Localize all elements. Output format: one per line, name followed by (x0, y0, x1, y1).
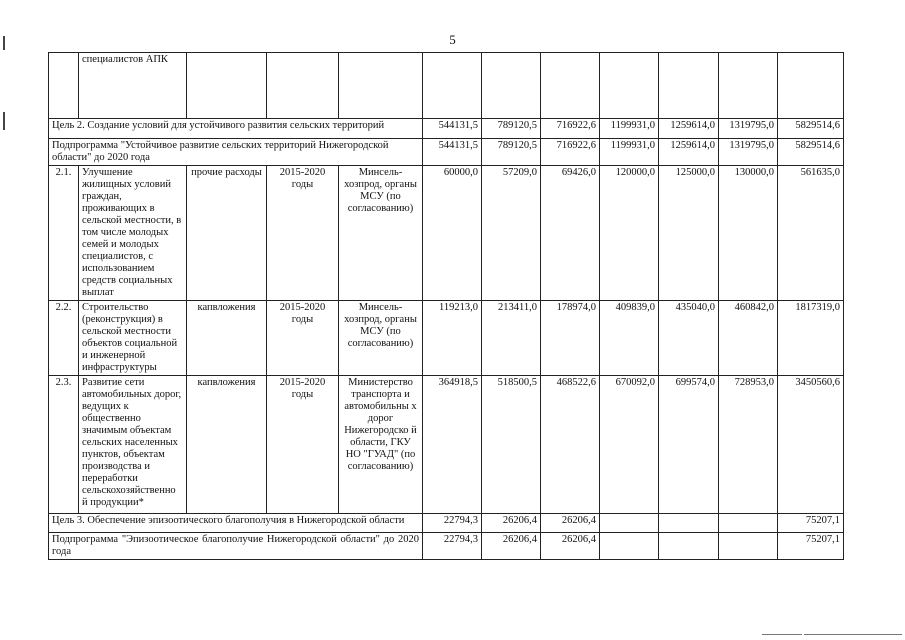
value-cell: 22794,3 (423, 514, 482, 533)
value-cell: 120000,0 (600, 166, 659, 301)
executor-cell: Минсель-хозпрод, органы МСУ (по согласованию) (339, 166, 423, 301)
page-number: 5 (449, 32, 456, 47)
margin-mark (3, 36, 5, 50)
value-cell: 728953,0 (719, 376, 778, 514)
measure-row (49, 301, 844, 376)
footer-rule (804, 634, 902, 635)
value-cell: 460842,0 (719, 301, 778, 376)
value-cell: 26206,4 (482, 533, 541, 560)
value-cell: 119213,0 (423, 301, 482, 376)
value-cell: 213411,0 (482, 301, 541, 376)
measure-row (49, 376, 844, 514)
expense-type-cell: прочие расходы (187, 166, 267, 301)
value-cell: 1319795,0 (719, 119, 778, 139)
value-cell (719, 514, 778, 533)
value-cell: 518500,5 (482, 376, 541, 514)
value-cell: 178974,0 (541, 301, 600, 376)
value-cell (600, 533, 659, 560)
footer-rule (762, 634, 802, 635)
value-cell (659, 514, 719, 533)
value-cell: 670092,0 (600, 376, 659, 514)
expense-type-cell: капвложения (187, 301, 267, 376)
total-cell: 75207,1 (778, 514, 844, 533)
value-cell: 716922,6 (541, 119, 600, 139)
value-cell: 1319795,0 (719, 139, 778, 166)
value-cell: 26206,4 (541, 514, 600, 533)
subprogram-row (49, 139, 844, 166)
subprogram-label: Подпрограмма "Эпизоотическое благополучие Нижегородской области" до 2020 года (49, 533, 423, 560)
program-table (48, 52, 844, 560)
table-row (49, 53, 844, 119)
executor-cell: Министерство транспорта и автомобильны х дорог Нижегородско й области, ГКУ НО "ГУАД" (по согласованию) (339, 376, 423, 514)
subprogram-row (49, 533, 844, 560)
goal-row (49, 514, 844, 533)
value-cell: 544131,5 (423, 119, 482, 139)
value-cell: 57209,0 (482, 166, 541, 301)
value-cell: 409839,0 (600, 301, 659, 376)
value-cell: 699574,0 (659, 376, 719, 514)
total-cell: 1817319,0 (778, 301, 844, 376)
value-cell: 364918,5 (423, 376, 482, 514)
value-cell: 544131,5 (423, 139, 482, 166)
value-cell: 1199931,0 (600, 119, 659, 139)
measure-name-cell: Развитие сети автомобильных дорог, ведущих к общественно значимым объектам сельских населенных пунктов, объектам производства и переработки сельскохозяйственно й продукции* (79, 376, 187, 514)
value-cell: 716922,6 (541, 139, 600, 166)
row-number-cell: 2.3. (49, 376, 79, 514)
goal-label: Цель 2. Создание условий для устойчивого развития сельских территорий (49, 119, 423, 139)
value-cell: 468522,6 (541, 376, 600, 514)
goal-row (49, 119, 844, 139)
measure-name-cell: Улучшение жилищных условий граждан, проживающих в сельской местности, в том числе молодых семей и молодых специалистов, с использованием средств социальных выплат (79, 166, 187, 301)
value-cell: 435040,0 (659, 301, 719, 376)
value-cell: 1199931,0 (600, 139, 659, 166)
row-number-cell: 2.2. (49, 301, 79, 376)
value-cell: 1259614,0 (659, 119, 719, 139)
value-cell: 789120,5 (482, 139, 541, 166)
value-cell: 1259614,0 (659, 139, 719, 166)
expense-type-cell: капвложения (187, 376, 267, 514)
value-cell: 130000,0 (719, 166, 778, 301)
row-number-cell: 2.1. (49, 166, 79, 301)
row-number-cell (49, 53, 79, 119)
value-cell: 22794,3 (423, 533, 482, 560)
value-cell (600, 514, 659, 533)
measure-name-cell: специалистов АПК (79, 53, 187, 119)
value-cell: 789120,5 (482, 119, 541, 139)
total-cell: 561635,0 (778, 166, 844, 301)
total-cell: 5829514,6 (778, 119, 844, 139)
value-cell (659, 533, 719, 560)
total-cell: 3450560,6 (778, 376, 844, 514)
measure-name-cell: Строительство (реконструкция) в сельской местности объектов социальной и инженерной инфраструктуры (79, 301, 187, 376)
value-cell: 60000,0 (423, 166, 482, 301)
value-cell: 26206,4 (482, 514, 541, 533)
total-cell: 75207,1 (778, 533, 844, 560)
value-cell: 26206,4 (541, 533, 600, 560)
period-cell: 2015-2020 годы (267, 376, 339, 514)
period-cell: 2015-2020 годы (267, 301, 339, 376)
value-cell: 69426,0 (541, 166, 600, 301)
goal-label: Цель 3. Обеспечение эпизоотического благополучия в Нижегородской области (49, 514, 423, 533)
margin-mark (3, 112, 5, 130)
total-cell: 5829514,6 (778, 139, 844, 166)
value-cell: 125000,0 (659, 166, 719, 301)
value-cell (719, 533, 778, 560)
measure-row (49, 166, 844, 301)
subprogram-label: Подпрограмма "Устойчивое развитие сельских территорий Нижегородской области" до 2020 года (49, 139, 423, 166)
executor-cell: Минсель-хозпрод, органы МСУ (по согласованию) (339, 301, 423, 376)
period-cell: 2015-2020 годы (267, 166, 339, 301)
